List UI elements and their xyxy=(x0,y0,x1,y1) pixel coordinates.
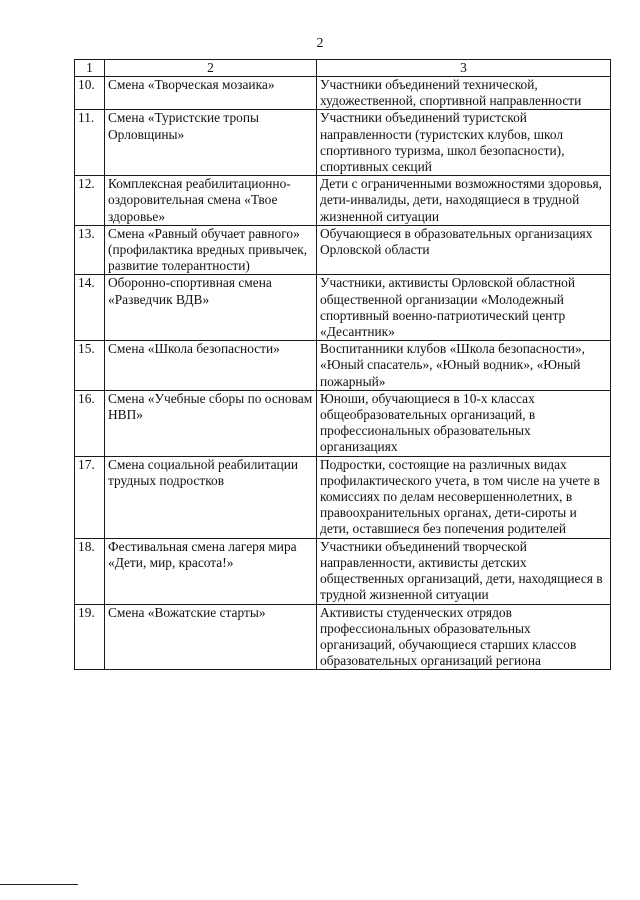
row-number: 13. xyxy=(75,225,105,275)
table-row xyxy=(75,456,611,538)
shift-participants: Подростки, состоящие на различных видах профилактического учета, в том числе на учете в комиссиях по делам несовершеннолетних, в правоохранительных органах, дети-сироты и дети, оставшиеся без попечения родителей xyxy=(317,456,611,538)
row-number: 16. xyxy=(75,390,105,456)
shift-name: Комплексная реабилитационно-оздоровительная смена «Твое здоровье» xyxy=(105,176,317,226)
shift-name: Оборонно-спортивная смена «Разведчик ВДВ» xyxy=(105,275,317,341)
row-number: 19. xyxy=(75,604,105,670)
shift-name: Смена «Равный обучает равного» (профилактика вредных привычек, развитие толерантности) xyxy=(105,225,317,275)
shift-participants: Дети с ограниченными возможностями здоровья, дети-инвалиды, дети, находящиеся в трудной жизненной ситуации xyxy=(317,176,611,226)
row-number: 11. xyxy=(75,110,105,176)
row-number: 12. xyxy=(75,176,105,226)
column-header-participants: 3 xyxy=(317,60,611,77)
table-row xyxy=(75,110,611,176)
table-row xyxy=(75,341,611,391)
table-row xyxy=(75,275,611,341)
shift-participants: Активисты студенческих отрядов профессиональных образовательных организаций, обучающиеся старших классов образовательных организаций региона xyxy=(317,604,611,670)
shift-name: Смена «Учебные сборы по основам НВП» xyxy=(105,390,317,456)
column-header-shift: 2 xyxy=(105,60,317,77)
shift-participants: Участники объединений туристской направленности (туристских клубов, школ спортивного туризма, школ безопасности), спортивных секций xyxy=(317,110,611,176)
shift-participants: Юноши, обучающиеся в 10-х классах общеобразовательных организаций, в профессиональных образовательных организациях xyxy=(317,390,611,456)
shift-name: Смена «Туристские тропы Орловщины» xyxy=(105,110,317,176)
table-row xyxy=(75,604,611,670)
table-row xyxy=(75,77,611,110)
row-number: 10. xyxy=(75,77,105,110)
row-number: 14. xyxy=(75,275,105,341)
column-header-number: 1 xyxy=(75,60,105,77)
table-row xyxy=(75,176,611,226)
shift-participants: Воспитанники клубов «Школа безопасности», «Юный спасатель», «Юный водник», «Юный пожарный» xyxy=(317,341,611,391)
camp-shifts-table xyxy=(74,59,611,670)
table-row xyxy=(75,390,611,456)
shift-participants: Участники, активисты Орловской областной общественной организации «Молодежный спортивный военно-патриотический центр «Десантник» xyxy=(317,275,611,341)
row-number: 17. xyxy=(75,456,105,538)
row-number: 18. xyxy=(75,538,105,604)
shift-participants: Обучающиеся в образовательных организациях Орловской области xyxy=(317,225,611,275)
page-number: 2 xyxy=(316,36,324,51)
shift-name: Смена «Творческая мозаика» xyxy=(105,77,317,110)
shift-name: Фестивальная смена лагеря мира «Дети, мир, красота!» xyxy=(105,538,317,604)
footnote-separator xyxy=(0,884,78,885)
row-number: 15. xyxy=(75,341,105,391)
shift-participants: Участники объединений технической, художественной, спортивной направленности xyxy=(317,77,611,110)
table-row xyxy=(75,538,611,604)
shift-name: Смена «Вожатские старты» xyxy=(105,604,317,670)
table-header-row xyxy=(75,60,611,77)
table-row xyxy=(75,225,611,275)
shift-name: Смена «Школа безопасности» xyxy=(105,341,317,391)
shift-participants: Участники объединений творческой направленности, активисты детских общественных организаций, дети, находящиеся в трудной жизненной ситуации xyxy=(317,538,611,604)
shift-name: Смена социальной реабилитации трудных подростков xyxy=(105,456,317,538)
